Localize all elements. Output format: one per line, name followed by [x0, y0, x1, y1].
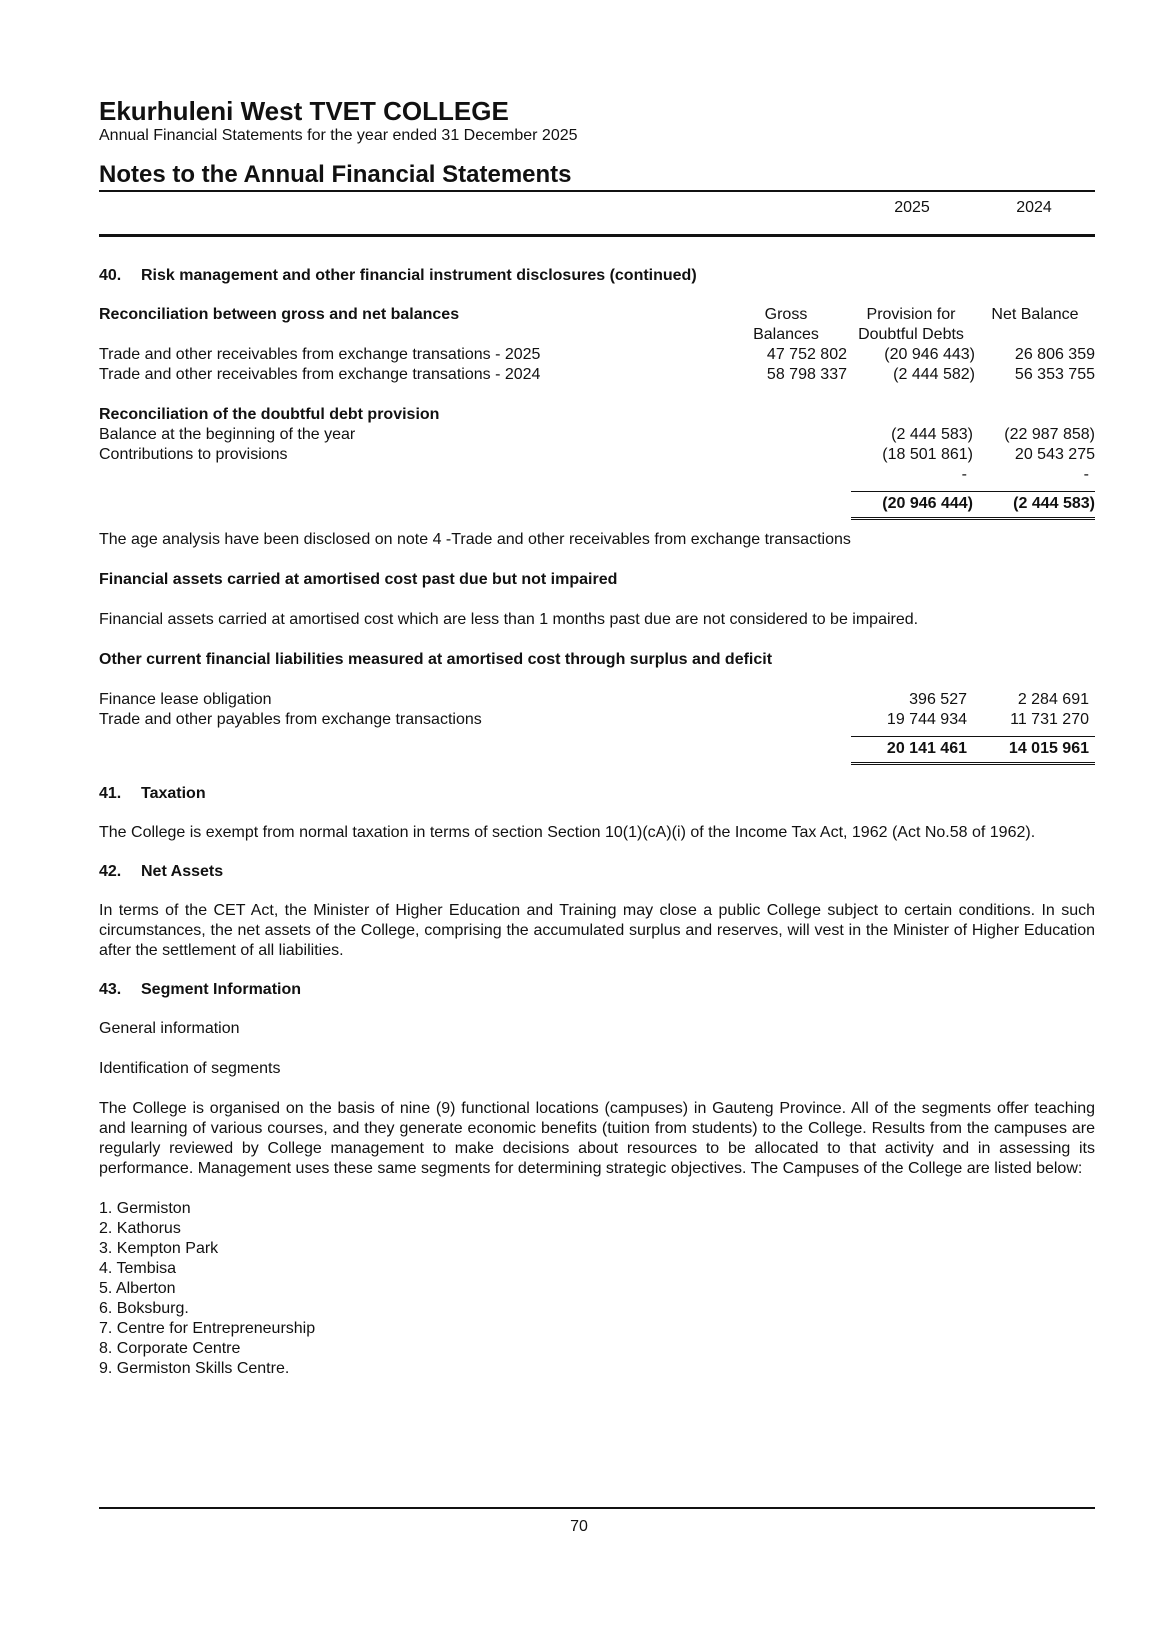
recon-provision-table	[99, 405, 1095, 520]
note-41-heading: 41. Taxation	[99, 785, 206, 802]
provision-total-2024: (2 444 583)	[973, 491, 1095, 520]
note-42-heading: 42. Net Assets	[99, 863, 224, 880]
table-row: Trade and other receivables from exchange transations - 2024 58 798 337 (2 444 582) 56 353 755	[99, 366, 1095, 383]
col-provision-2: Doubtful Debts	[858, 326, 964, 343]
list-item: 3. Kempton Park	[99, 1240, 219, 1257]
year-header-row	[99, 192, 1095, 234]
liabilities-table	[99, 690, 1095, 765]
liabilities-heading: Other current financial liabilities measured at amortised cost through surplus and deficit	[99, 651, 773, 668]
year-current: 2025	[894, 199, 930, 216]
col-provision-1: Provision for	[866, 306, 956, 323]
list-item: 5. Alberton	[99, 1280, 176, 1297]
past-due-text: Financial assets carried at amortised cost which are less than 1 months past due are not considered to be impaired.	[99, 611, 919, 628]
provision-total-2025: (20 946 444)	[851, 491, 973, 520]
page-number: 70	[570, 1518, 588, 1535]
list-item: 2. Kathorus	[99, 1220, 181, 1237]
liabilities-total-2024: 14 015 961	[973, 736, 1095, 765]
col-gross-2: Balances	[753, 326, 819, 343]
list-item: 4. Tembisa	[99, 1260, 177, 1277]
segment-text: The College is organised on the basis of nine (9) functional locations (campuses) in Gauteng Province. All of the segments offer teaching and learning of various courses, and they generate economic benefits (tuition from students) to the College. Results from the campuses are regularly reviewed by College management to make decisions about resources to be allocated to that activity and in assessing its performance. Management uses these same segments for determining strategic objectives. The Campuses of the College are listed below:	[99, 1100, 1095, 1177]
year-prior: 2024	[1016, 199, 1052, 216]
table-row: Balance at the beginning of the year (2 444 583) (22 987 858)	[99, 426, 1095, 443]
note-43-heading: 43. Segment Information	[99, 981, 302, 998]
identification-of-segments: Identification of segments	[99, 1060, 281, 1077]
age-analysis-text: The age analysis have been disclosed on note 4 -Trade and other receivables from exchange transactions	[99, 531, 851, 548]
provision-total-row	[99, 491, 1095, 520]
notes-title: Notes to the Annual Financial Statements	[99, 161, 572, 188]
col-net: Net Balance	[991, 306, 1079, 323]
liabilities-total-row	[99, 736, 1095, 765]
footer-rule	[99, 1507, 1095, 1509]
list-item: 1. Germiston	[99, 1200, 191, 1217]
col-gross-1: Gross	[764, 306, 808, 323]
net-assets-text: In terms of the CET Act, the Minister of Higher Education and Training may close a public College subject to certain conditions. In such circumstances, the net assets of the College, comprising the accumulated surplus and reserves, will vest in the Minister of Higher Education after the settlement of all liabilities.	[99, 902, 1095, 959]
note-40-heading: 40. Risk management and other financial instrument disclosures (continued)	[99, 267, 697, 284]
liabilities-total-2025: 20 141 461	[851, 736, 973, 765]
past-due-heading: Financial assets carried at amortised cost past due but not impaired	[99, 571, 618, 588]
table-row: Contributions to provisions (18 501 861) 20 543 275	[99, 446, 1095, 463]
college-name: Ekurhuleni West TVET COLLEGE	[99, 96, 509, 126]
general-information: General information	[99, 1020, 240, 1037]
list-item: 8. Corporate Centre	[99, 1340, 241, 1357]
table-row: Trade and other receivables from exchange transations - 2025 47 752 802 (20 946 443) 26 806 359	[99, 346, 1095, 363]
campus-list	[99, 1199, 1095, 1379]
document-page	[99, 96, 1095, 1546]
table-row: - -	[961, 466, 1089, 483]
recon-gross-net-table	[99, 305, 1095, 385]
statement-subtitle: Annual Financial Statements for the year ended 31 December 2025	[99, 127, 578, 144]
table-row: Trade and other payables from exchange transactions 19 744 934 11 731 270	[99, 711, 1089, 728]
list-item: 6. Boksburg.	[99, 1300, 189, 1317]
year-header-rule	[99, 234, 1095, 237]
table-row: Finance lease obligation 396 527 2 284 691	[99, 691, 1089, 708]
list-item: 9. Germiston Skills Centre.	[99, 1360, 290, 1377]
list-item: 7. Centre for Entrepreneurship	[99, 1320, 316, 1337]
taxation-text: The College is exempt from normal taxation in terms of section Section 10(1)(cA)(i) of the Income Tax Act, 1962 (Act No.58 of 1962).	[99, 824, 1036, 841]
recon-provision-heading: Reconciliation of the doubtful debt provision	[99, 406, 440, 423]
recon-gross-net-heading: Reconciliation between gross and net balances	[99, 306, 460, 323]
